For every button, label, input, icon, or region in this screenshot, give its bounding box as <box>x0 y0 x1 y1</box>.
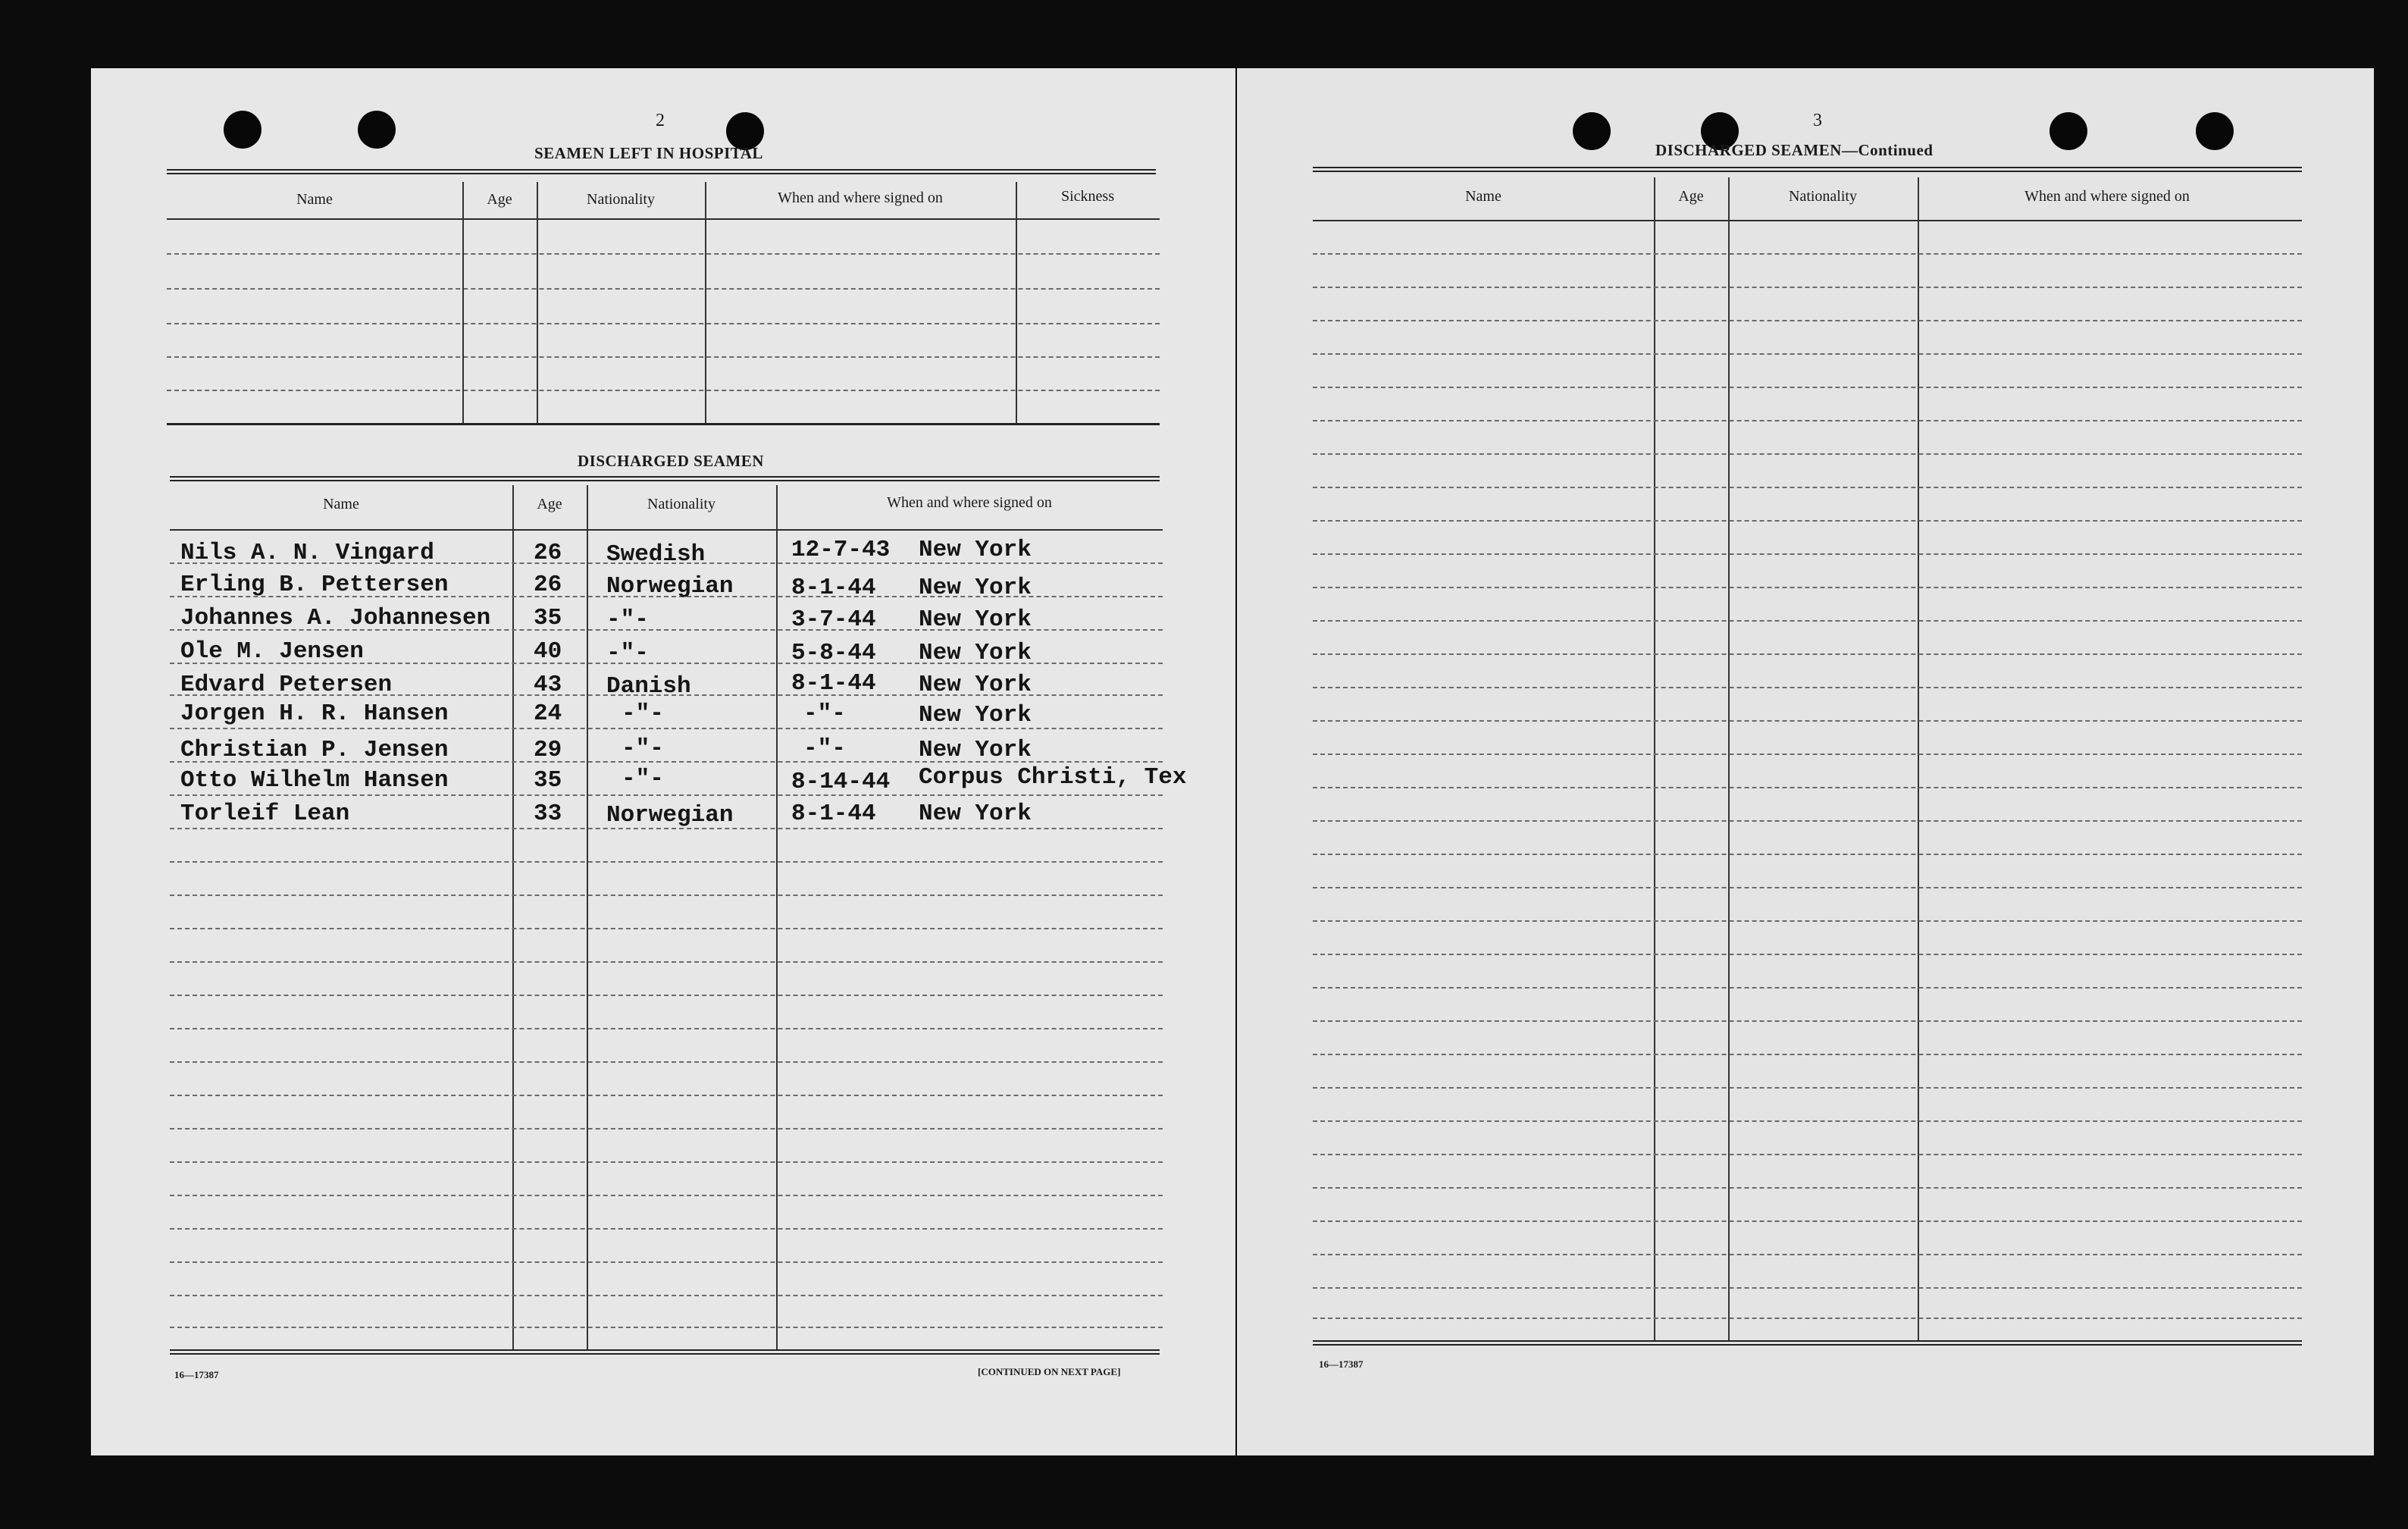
row-line <box>1313 987 2302 989</box>
col-divider <box>776 485 778 1349</box>
seaman-nationality: Norwegian <box>606 573 734 600</box>
row-line <box>170 1327 1163 1328</box>
seaman-signed-place: New York <box>919 537 1032 563</box>
hospital-col-nationality: Nationality <box>587 191 655 208</box>
left-page <box>91 68 1235 1455</box>
seaman-signed-place: Corpus Christi, Tex <box>919 764 1187 791</box>
col-divider <box>1016 182 1017 423</box>
row-line <box>1313 887 2302 888</box>
col-divider <box>462 182 464 423</box>
row-line <box>1313 954 2302 955</box>
row-line <box>167 288 1160 290</box>
row-line <box>1313 854 2302 855</box>
row-line <box>1313 920 2302 922</box>
seaman-signed-date: 12-7-43 <box>791 537 891 563</box>
row-line <box>1313 520 2302 522</box>
seaman-age: 24 <box>534 700 562 727</box>
row-line <box>167 323 1160 324</box>
row-line <box>1313 453 2302 455</box>
seaman-signed-date: 8-1-44 <box>791 575 876 601</box>
rule <box>1313 167 2302 172</box>
punch-hole <box>358 111 396 149</box>
row-line <box>170 1028 1163 1029</box>
col-divider <box>1728 177 1730 1340</box>
seaman-age: 43 <box>534 672 562 698</box>
seaman-signed-date: 5-8-44 <box>791 640 876 666</box>
seaman-age: 26 <box>534 572 562 598</box>
col-divider <box>1918 177 1919 1340</box>
row-line <box>170 1128 1163 1130</box>
row-line <box>1313 487 2302 488</box>
rule <box>167 169 1156 174</box>
rule <box>170 476 1160 481</box>
discharged-col-age: Age <box>537 496 562 512</box>
rule <box>170 529 1163 531</box>
col-divider <box>587 485 588 1349</box>
row-line <box>1313 1054 2302 1055</box>
hospital-section-title: SEAMEN LEFT IN HOSPITAL <box>534 144 763 162</box>
discharged-col-signed-on: When and where signed on <box>887 494 1052 511</box>
row-line <box>170 1061 1163 1063</box>
hospital-col-signed-on: When and where signed on <box>778 190 943 206</box>
seaman-signed-date: 8-14-44 <box>791 769 891 795</box>
row-line <box>167 356 1160 358</box>
punch-hole <box>2049 112 2087 150</box>
rule <box>1313 1340 2302 1346</box>
rule <box>167 218 1160 220</box>
row-line <box>1313 620 2302 622</box>
seaman-signed-date: -"- <box>803 735 846 762</box>
seaman-age: 29 <box>534 737 562 763</box>
seaman-age: 35 <box>534 767 562 794</box>
row-line <box>170 895 1163 896</box>
seaman-signed-place: New York <box>919 737 1032 763</box>
page-number: 2 <box>656 111 665 130</box>
punch-hole <box>2196 112 2234 150</box>
row-line <box>167 253 1160 255</box>
seaman-nationality: -"- <box>622 735 664 762</box>
punch-hole <box>224 111 261 149</box>
seaman-signed-place: New York <box>919 801 1032 827</box>
row-line <box>1313 1087 2302 1089</box>
seaman-signed-date: 3-7-44 <box>791 606 876 633</box>
continued-col-nationality: Nationality <box>1789 188 1857 205</box>
discharged-section-title: DISCHARGED SEAMEN <box>578 452 764 470</box>
row-line <box>170 995 1163 996</box>
title-main: DISCHARGED SEAMEN <box>1655 141 1842 159</box>
seaman-nationality: -"- <box>606 640 649 666</box>
seaman-name: Johannes A. Johannesen <box>180 605 491 631</box>
rule <box>167 423 1160 425</box>
continued-note: [CONTINUED ON NEXT PAGE] <box>978 1366 1121 1377</box>
row-line <box>170 928 1163 929</box>
seaman-signed-date: 8-1-44 <box>791 801 876 827</box>
row-line <box>1313 553 2302 555</box>
seaman-age: 26 <box>534 540 562 566</box>
seaman-age: 33 <box>534 801 562 827</box>
continued-col-name: Name <box>1465 188 1501 205</box>
seaman-nationality: Norwegian <box>606 802 734 829</box>
rule <box>1313 220 2302 221</box>
seaman-name: Torleif Lean <box>180 801 350 827</box>
row-line <box>1313 253 2302 255</box>
row-line <box>170 1195 1163 1196</box>
row-line <box>170 1095 1163 1096</box>
seaman-age: 35 <box>534 605 562 631</box>
seaman-signed-place: New York <box>919 672 1032 698</box>
row-line <box>1313 1120 2302 1122</box>
row-line <box>1313 754 2302 755</box>
row-line <box>170 961 1163 963</box>
continued-col-age: Age <box>1678 188 1704 205</box>
row-line <box>1313 387 2302 388</box>
col-divider <box>1654 177 1655 1340</box>
row-line <box>1313 287 2302 288</box>
seaman-signed-place: New York <box>919 606 1032 633</box>
row-line <box>1313 1318 2302 1319</box>
hospital-col-name: Name <box>296 191 333 208</box>
row-line <box>1313 1154 2302 1155</box>
row-line <box>1313 1020 2302 1022</box>
row-line <box>1313 1254 2302 1255</box>
seaman-name: Jorgen H. R. Hansen <box>180 700 449 727</box>
col-divider <box>537 182 538 423</box>
row-line <box>1313 420 2302 421</box>
row-line <box>1313 1187 2302 1189</box>
continued-col-signed-on: When and where signed on <box>2024 188 2190 205</box>
row-line <box>1313 353 2302 355</box>
row-line <box>170 1295 1163 1296</box>
seaman-nationality: -"- <box>622 766 664 792</box>
seaman-nationality: -"- <box>622 700 664 727</box>
discharged-col-name: Name <box>323 496 359 512</box>
title-suffix: —Continued <box>1841 141 1934 159</box>
seaman-nationality: -"- <box>606 606 649 633</box>
rule <box>170 1349 1160 1355</box>
row-line <box>170 794 1163 796</box>
seaman-nationality: Swedish <box>606 541 706 568</box>
right-page <box>1237 68 2374 1455</box>
hospital-col-sickness: Sickness <box>1061 188 1114 205</box>
row-line <box>1313 587 2302 588</box>
seaman-name: Otto Wilhelm Hansen <box>180 767 449 794</box>
row-line <box>1313 687 2302 688</box>
seaman-name: Ole M. Jensen <box>180 638 364 665</box>
row-line <box>1313 820 2302 822</box>
row-line <box>167 390 1160 391</box>
row-line <box>1313 787 2302 788</box>
row-line <box>1313 720 2302 722</box>
seaman-signed-place: New York <box>919 575 1032 601</box>
col-divider <box>512 485 514 1349</box>
row-line <box>170 1161 1163 1163</box>
row-line <box>1313 1220 2302 1222</box>
row-line <box>1313 320 2302 321</box>
row-line <box>170 861 1163 863</box>
seaman-name: Edvard Petersen <box>180 672 393 698</box>
seaman-name: Christian P. Jensen <box>180 737 449 763</box>
seaman-name: Nils A. N. Vingard <box>180 540 434 566</box>
seaman-age: 40 <box>534 638 562 665</box>
seaman-name: Erling B. Pettersen <box>180 572 449 598</box>
discharged-continued-title <box>1655 141 1933 160</box>
discharged-col-nationality: Nationality <box>647 496 716 512</box>
row-line <box>170 1261 1163 1263</box>
page-number: 3 <box>1813 111 1822 130</box>
row-line <box>1313 653 2302 655</box>
punch-hole <box>1573 112 1611 150</box>
form-number: 16—17387 <box>1319 1358 1364 1370</box>
seaman-signed-place: New York <box>919 702 1032 728</box>
hospital-col-age: Age <box>487 191 512 208</box>
row-line <box>170 1228 1163 1230</box>
col-divider <box>705 182 706 423</box>
seaman-signed-date: -"- <box>803 700 846 727</box>
form-number: 16—17387 <box>174 1369 219 1380</box>
seaman-nationality: Danish <box>606 673 691 700</box>
row-line <box>1313 1287 2302 1289</box>
seaman-signed-date: 8-1-44 <box>791 670 876 697</box>
seaman-signed-place: New York <box>919 640 1032 666</box>
